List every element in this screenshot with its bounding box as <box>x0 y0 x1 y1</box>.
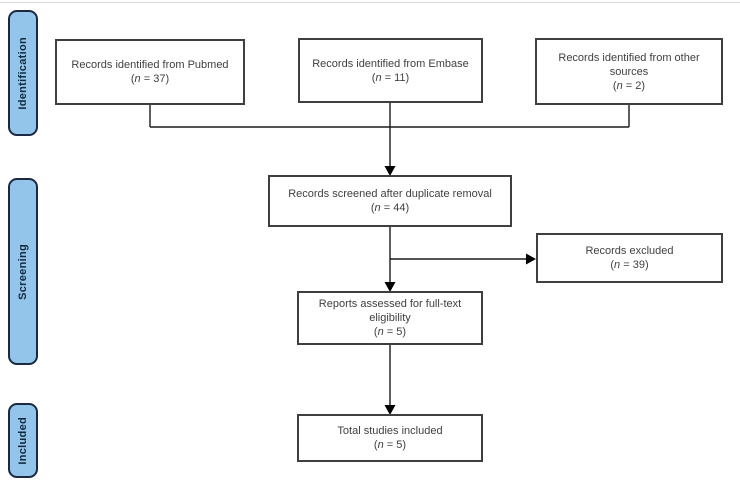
n-symbol: n <box>377 326 384 338</box>
box-records-excluded-count <box>610 258 648 272</box>
count-value: 2 <box>635 79 642 92</box>
n-symbol: n <box>375 71 382 84</box>
box-total-studies-included-label: Total studies included <box>337 425 443 437</box>
stage-label-screening-text: Screening <box>17 243 29 300</box>
stage-label-identification-text: Identification <box>17 36 29 110</box>
paren-open: ( <box>373 439 378 451</box>
count-value: 5 <box>396 326 403 338</box>
box-reports-assessed-full-text-label2: eligibility <box>369 312 411 324</box>
equals-sign: = <box>381 71 395 84</box>
paren-close: ) <box>405 71 410 84</box>
paren-close: ) <box>402 326 407 338</box>
box-total-studies-included-count <box>374 438 406 452</box>
count-value: 11 <box>394 71 406 84</box>
paren-open: ( <box>373 326 378 338</box>
count-value: 39 <box>632 259 645 271</box>
n-symbol: n <box>616 79 623 92</box>
equals-sign: = <box>140 73 154 85</box>
box-reports-assessed-full-text-label1: Reports assessed for full-text <box>318 298 462 310</box>
stage-label-included-text: Included <box>17 416 29 465</box>
box-records-identified-embase-label: Records identified from Embase <box>312 57 469 70</box>
n-symbol: n <box>374 202 381 214</box>
equals-sign: = <box>380 202 394 214</box>
box-records-identified-other-sources <box>535 38 723 105</box>
equals-sign: = <box>620 259 633 271</box>
box-records-excluded-label: Records excluded <box>585 245 674 257</box>
paren-close: ) <box>165 73 170 85</box>
box-records-screened-count <box>371 201 409 215</box>
count-value: 5 <box>396 439 403 451</box>
paren-close: ) <box>402 439 407 451</box>
paren-open: ( <box>370 202 375 214</box>
box-records-screened-label: Records screened after duplicate removal <box>288 188 492 200</box>
paren-close: ) <box>641 79 646 92</box>
paren-close: ) <box>644 259 649 271</box>
box-records-identified-pubmed-label: Records identified from Pubmed <box>71 59 229 71</box>
equals-sign: = <box>383 326 397 338</box>
box-records-excluded <box>536 233 723 283</box>
n-symbol: n <box>134 73 141 85</box>
arrowhead-into-excluded <box>526 254 536 265</box>
equals-sign: = <box>622 79 636 92</box>
box-records-identified-other-sources-label1: Records identified from other <box>558 51 700 64</box>
box-total-studies-included <box>297 414 483 462</box>
paren-open: ( <box>371 71 376 84</box>
paren-open: ( <box>612 79 617 92</box>
count-value: 44 <box>393 202 406 214</box>
n-symbol: n <box>614 259 621 271</box>
paren-close: ) <box>405 202 410 214</box>
box-records-identified-embase-count <box>372 71 409 85</box>
count-value: 37 <box>153 73 166 85</box>
equals-sign: = <box>383 439 397 451</box>
paren-open: ( <box>130 73 135 85</box>
n-symbol: n <box>377 439 384 451</box>
box-records-identified-embase <box>298 38 483 103</box>
box-reports-assessed-full-text <box>297 291 483 345</box>
box-records-screened <box>268 175 512 227</box>
box-records-identified-pubmed <box>55 39 245 105</box>
box-records-identified-other-sources-label2: sources <box>609 65 649 78</box>
box-records-identified-other-sources-count <box>613 79 645 93</box>
box-reports-assessed-full-text-count <box>374 325 406 339</box>
paren-open: ( <box>610 259 615 271</box>
box-records-identified-pubmed-count <box>131 72 169 86</box>
